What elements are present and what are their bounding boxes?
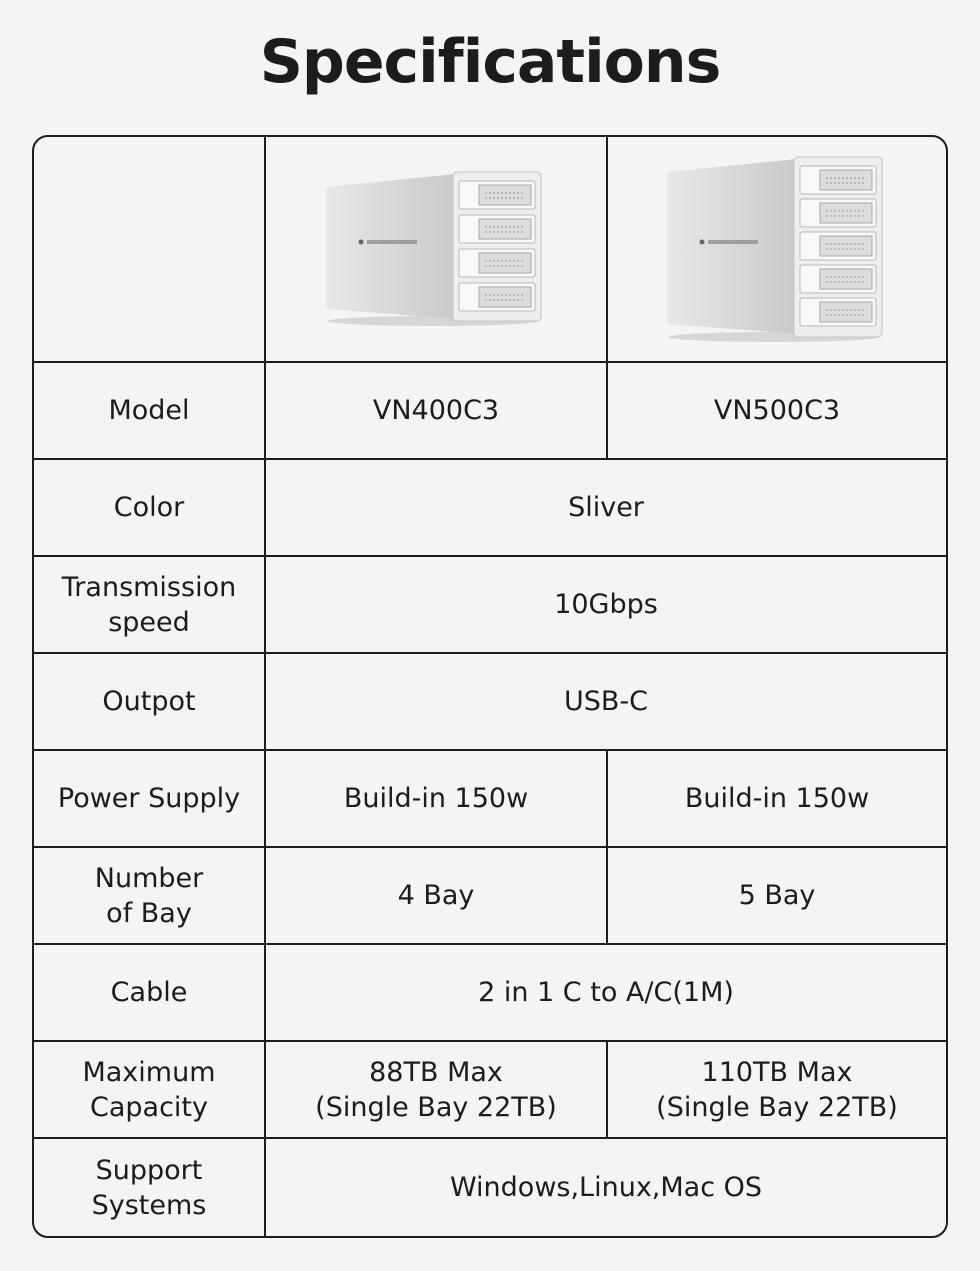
- row-label-support-systems: Support Systems: [34, 1139, 266, 1236]
- power-supply-vn400c3: Build-in 150w: [266, 751, 608, 848]
- row-label-maximum-capacity: Maximum Capacity: [34, 1042, 266, 1139]
- product-image-vn500c3: [608, 137, 946, 363]
- header-empty-cell: [34, 137, 266, 363]
- drive-enclosure-4-bay-icon: [321, 169, 551, 329]
- spec-table: [32, 135, 948, 1238]
- cable-value: 2 in 1 C to A/C(1M): [266, 945, 946, 1042]
- transmission-speed-value: 10Gbps: [266, 557, 946, 654]
- model-vn500c3: VN500C3: [608, 363, 946, 460]
- row-label-number-of-bay: Number of Bay: [34, 848, 266, 945]
- capacity-vn500c3: 110TB Max (Single Bay 22TB): [608, 1042, 946, 1139]
- capacity-vn400c3: 88TB Max (Single Bay 22TB): [266, 1042, 608, 1139]
- model-vn400c3: VN400C3: [266, 363, 608, 460]
- page-title: Specifications: [259, 27, 721, 97]
- support-systems-value: Windows,Linux,Mac OS: [449, 1172, 763, 1203]
- row-label-color: Color: [34, 460, 266, 557]
- drive-enclosure-5-bay-icon: [662, 154, 892, 344]
- bays-vn500c3: 5 Bay: [608, 848, 946, 945]
- bays-vn400c3: 4 Bay: [266, 848, 608, 945]
- row-label-output: Outpot: [34, 654, 266, 751]
- product-image-vn400c3: [266, 137, 608, 363]
- row-label-cable: Cable: [34, 945, 266, 1042]
- row-label-model: Model: [34, 363, 266, 460]
- output-value: USB-C: [266, 654, 946, 751]
- row-label-transmission-speed: Transmission speed: [34, 557, 266, 654]
- power-supply-vn500c3: Build-in 150w: [608, 751, 946, 848]
- color-value: Sliver: [266, 460, 946, 557]
- row-label-power-supply: Power Supply: [34, 751, 266, 848]
